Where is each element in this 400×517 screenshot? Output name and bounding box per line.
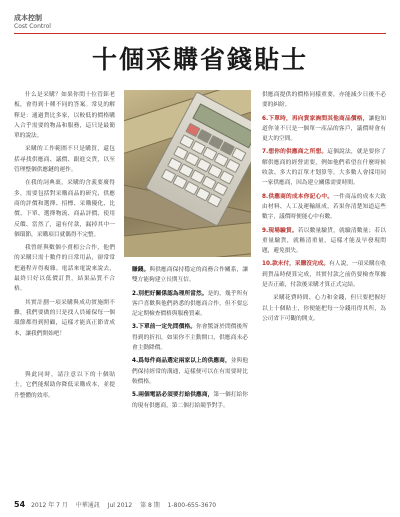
tip-heading: 10.款未付，采購沒完成。 — [262, 261, 330, 268]
tip-heading: 4.爲每件商品選定兩家以上的供應商， — [132, 358, 231, 365]
article-column-1b — [14, 370, 115, 404]
tip-heading: 6.下單時，再向貨家詢問其他商品價格， — [262, 115, 369, 122]
calculator-key — [213, 182, 228, 196]
issue-number: 第 8 期 — [140, 502, 160, 509]
calculator-key — [231, 147, 246, 161]
section-title-en: Cost Control — [14, 23, 51, 30]
tip-item — [132, 322, 248, 353]
tip-heading: 5.兩個電話必須要打給供應商， — [132, 392, 214, 399]
paragraph — [262, 293, 386, 324]
tip-body: 若以數量驗貨，就驗清數量；若以重量驗貨，就稱清重量，這樣才能及早發現問題，避免損失。 — [262, 227, 386, 255]
tip-heading: 9.現場驗貨。 — [262, 227, 298, 234]
paragraph: 在我的詞典裏，采購的含義要廣得多，需要包括對采購商品的研究、供應商的評價和選擇、招標、采購優化、比價、下單、選擇物流、商品評價、使用反饋、當然了，還有付款，漏掉其中一個環節，采購項目就偶得不完整。 — [14, 180, 115, 238]
page-number: 54 — [14, 500, 26, 509]
tip-heading: 3.下單前一定先問價格。 — [132, 324, 197, 331]
calculator-key — [219, 170, 234, 184]
article-column-1 — [14, 90, 115, 342]
tip-item — [262, 226, 386, 257]
tip-body: 供應商提供的價格同樣重要，亦能減少日後不必要的糾紛。 — [262, 92, 386, 109]
tip-body: 一件商品的成本大致由材料、人工及運輸組成，若果你清楚知道這些數字，議價時便能心中有數。 — [262, 193, 386, 221]
article-title: 十個采購省錢貼士 — [91, 45, 308, 74]
tip-body: 有人說，一項采購在收到貨品時便算完成，其實付款之前仍要檢查單據是否正確，付款後采購才算正式完結。 — [262, 261, 386, 289]
calculator-money-photo — [124, 90, 251, 257]
tip-item — [262, 90, 386, 111]
tip-body: 你會驚訝於問價後所得到的折扣，如果你不主動開口，供應商未必會主動降價。 — [132, 324, 248, 352]
tip-heading: 8.供應商的成本你記心中。 — [262, 193, 334, 200]
article-column-2 — [132, 265, 248, 414]
section-title-zh: 成本控制 — [14, 14, 42, 22]
tip-body: 是的，幾乎所有客戶喜歡與他們熟悉的供應商合作，但不要忘記定期檢查價格與服務質素。 — [132, 290, 248, 318]
magazine-name-en: Jul 2012 — [107, 502, 133, 509]
tip-body: 采購花費時間、心力和金錢，但只要把握好以上十個貼士，你便能把每一分錢用得其所，為公司省下可觀的開支。 — [262, 295, 386, 322]
tip-item — [262, 259, 386, 290]
tip-heading: 7.想你的供應商之所想。 — [262, 149, 328, 156]
issue-date: 2012 年 7 月 — [31, 502, 68, 509]
section-header — [14, 14, 51, 31]
tip-body: 與供應商保持穩定的商務合作關系，讓雙方能夠建立長期互信。 — [132, 267, 249, 284]
paragraph: 與此同時，請注意以下的十個貼士，它們能幫助你降低采購成本，並提升整體的效率。 — [14, 372, 115, 399]
magazine-name-zh: 中華通訊 — [75, 502, 100, 509]
tip-item — [132, 356, 248, 387]
paragraph: 我曾經與數個小賣相公合作，他們的采購只需十數件的日常用品，卻常常把過程弄得複雜。電話來電說來說去，最終只好以低價訂貨，結果品質不合格。 — [14, 245, 115, 293]
tip-item — [132, 289, 248, 320]
article-column-3 — [262, 90, 386, 327]
tip-body: 讓他知道你並不只是一個單一產品的客戶，議價時會有更大的空間。 — [262, 115, 387, 143]
phone-number: 1-800-655-3670 — [167, 502, 217, 509]
tip-item — [262, 147, 386, 188]
page-footer — [14, 500, 222, 509]
tip-item — [132, 390, 248, 411]
paragraph: 什么是采購？如果你問十位管鉅老板，會得到十種不同的答案。常見的解釋是：通過貨比多家，以較低的價格購入合乎需要的物品和服務，這只是最簡單的說法。 — [14, 92, 115, 140]
tip-item — [262, 114, 386, 145]
paragraph: 其實計劃一項采購與成功實施開不難，我們要做的只是找人員確保每一個環節都得到照顧，這樣才能真正節省成本，讓我們開始吧！ — [14, 299, 115, 337]
tip-item — [132, 265, 248, 286]
tip-heading: 賺錢。 — [132, 267, 150, 273]
paragraph: 采購的工作範圍不只是購買，還包括尋找供應商、議價、跟進交貨，以至管理整個供應鏈的運作。 — [14, 146, 115, 174]
calculator-key — [207, 193, 222, 207]
header-divider — [14, 33, 386, 34]
tip-body: 第一個打給你的現有供應商，第二個打給競爭對手。 — [132, 392, 248, 409]
tip-body: 並與他們保持經常的溝通，這樣便可以在有需要時比較價格。 — [132, 358, 249, 385]
tip-body: 這個說法，就是要你了解供應商的經營需要，例如他們希望在什麼時候收款、多大的訂單才划算等。大多數人會採用同一家供應商，因為建立關係需要時間。 — [262, 149, 386, 187]
tip-item — [262, 192, 386, 223]
calculator-key — [225, 159, 240, 173]
tip-heading: 2.別把好關係認為理所當然。 — [132, 290, 208, 297]
